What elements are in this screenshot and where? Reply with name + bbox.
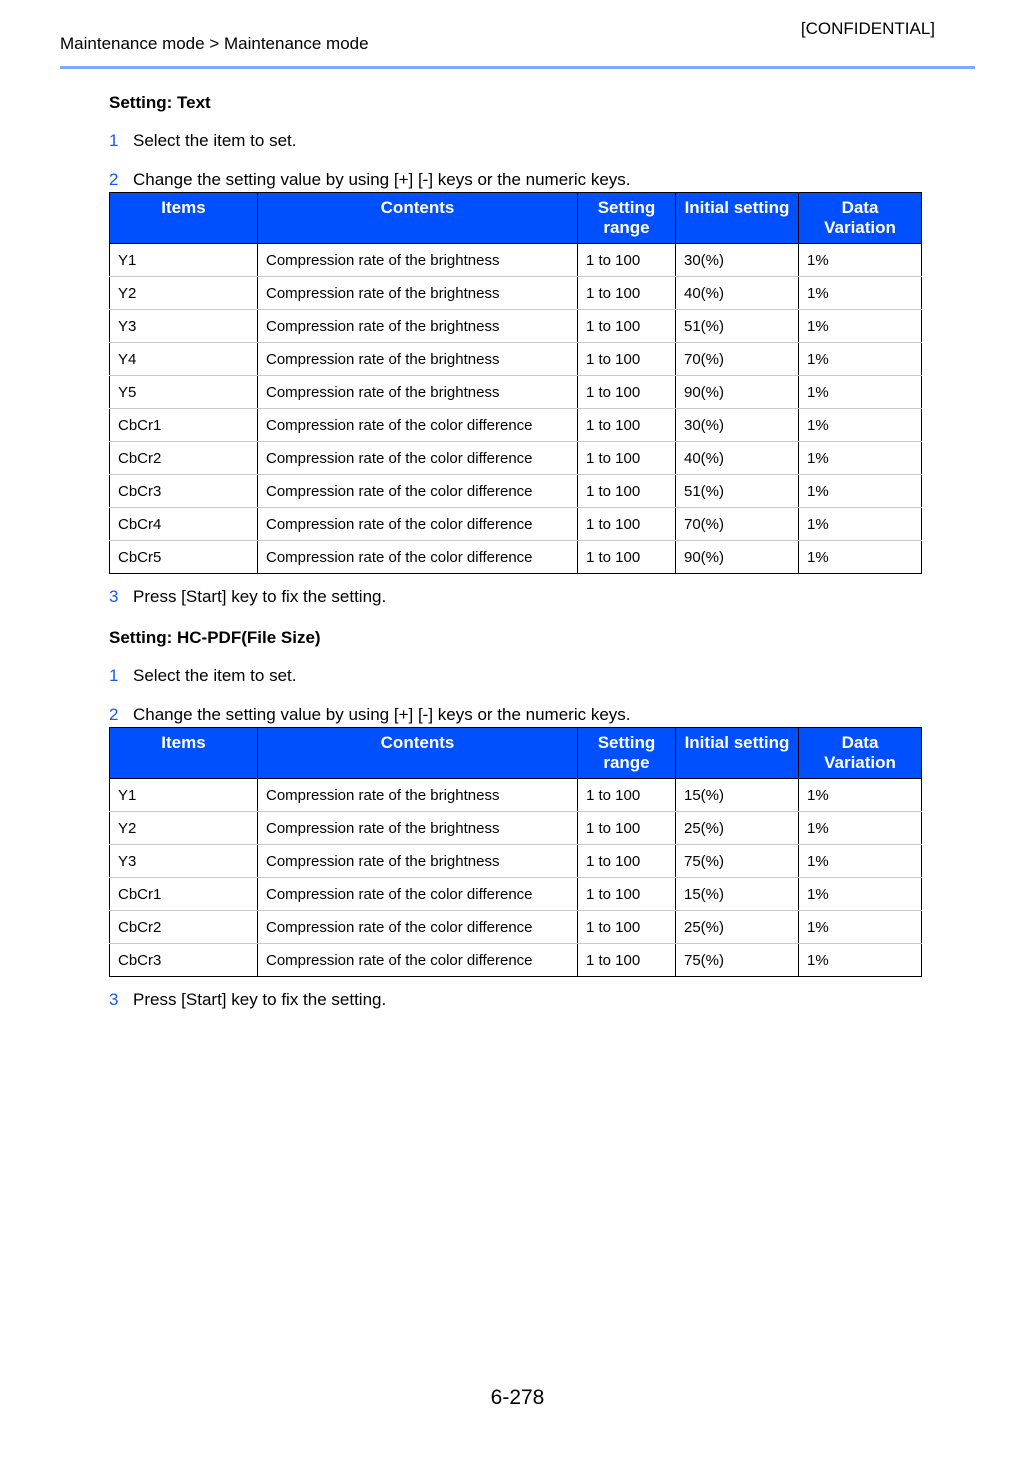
cell-data-variation: 1%	[799, 277, 922, 310]
cell-data-variation: 1%	[799, 541, 922, 574]
column-header-setting-range: Setting range	[578, 193, 676, 244]
table-row	[110, 911, 922, 944]
cell-setting-range: 1 to 100	[578, 878, 676, 911]
cell-data-variation: 1%	[799, 779, 922, 812]
table-row	[110, 475, 922, 508]
column-header-setting-range: Setting range	[578, 728, 676, 779]
section-title: Setting: HC-PDF(File Size)	[109, 628, 321, 647]
table-row	[110, 541, 922, 574]
cell-setting-range: 1 to 100	[578, 376, 676, 409]
header-rule	[60, 66, 975, 69]
step-2	[109, 170, 921, 190]
cell-initial-setting: 51(%)	[676, 475, 799, 508]
cell-item: Y3	[110, 310, 258, 343]
step-3	[109, 587, 921, 607]
step-text: Change the setting value by using [+] [-] keys or the numeric keys.	[133, 705, 631, 724]
cell-initial-setting: 40(%)	[676, 277, 799, 310]
table-row	[110, 343, 922, 376]
table-row	[110, 508, 922, 541]
cell-setting-range: 1 to 100	[578, 812, 676, 845]
confidential-label: [CONFIDENTIAL]	[800, 19, 935, 38]
column-header-items: Items	[110, 193, 258, 244]
cell-item: CbCr3	[110, 944, 258, 977]
table-header-row	[110, 728, 922, 779]
column-header-initial-setting: Initial setting	[676, 728, 799, 779]
table-header-row	[110, 193, 922, 244]
step-number: 3	[109, 990, 119, 1009]
cell-item: Y3	[110, 845, 258, 878]
breadcrumb: Maintenance mode > Maintenance mode	[60, 34, 369, 53]
cell-contents: Compression rate of the color difference	[258, 878, 578, 911]
cell-setting-range: 1 to 100	[578, 343, 676, 376]
cell-data-variation: 1%	[799, 409, 922, 442]
step-text: Change the setting value by using [+] [-] keys or the numeric keys.	[133, 170, 631, 189]
cell-contents: Compression rate of the brightness	[258, 343, 578, 376]
column-header-contents: Contents	[258, 728, 578, 779]
cell-data-variation: 1%	[799, 845, 922, 878]
step-2	[109, 705, 921, 725]
settings-table	[109, 727, 922, 977]
cell-contents: Compression rate of the color difference	[258, 442, 578, 475]
cell-initial-setting: 75(%)	[676, 944, 799, 977]
cell-data-variation: 1%	[799, 244, 922, 277]
table-row	[110, 376, 922, 409]
cell-setting-range: 1 to 100	[578, 409, 676, 442]
cell-initial-setting: 51(%)	[676, 310, 799, 343]
cell-data-variation: 1%	[799, 475, 922, 508]
cell-contents: Compression rate of the brightness	[258, 812, 578, 845]
cell-item: Y1	[110, 779, 258, 812]
cell-setting-range: 1 to 100	[578, 310, 676, 343]
table-row	[110, 277, 922, 310]
cell-item: Y4	[110, 343, 258, 376]
step-text: Press [Start] key to fix the setting.	[133, 990, 387, 1009]
cell-initial-setting: 25(%)	[676, 911, 799, 944]
column-header-data-variation: Data Variation	[799, 193, 922, 244]
cell-item: Y1	[110, 244, 258, 277]
cell-initial-setting: 40(%)	[676, 442, 799, 475]
column-header-initial-setting: Initial setting	[676, 193, 799, 244]
table-row	[110, 878, 922, 911]
table-row	[110, 442, 922, 475]
cell-initial-setting: 75(%)	[676, 845, 799, 878]
cell-initial-setting: 90(%)	[676, 376, 799, 409]
table-body	[110, 244, 922, 574]
cell-data-variation: 1%	[799, 442, 922, 475]
cell-data-variation: 1%	[799, 508, 922, 541]
cell-item: CbCr3	[110, 475, 258, 508]
cell-initial-setting: 25(%)	[676, 812, 799, 845]
cell-setting-range: 1 to 100	[578, 845, 676, 878]
cell-setting-range: 1 to 100	[578, 277, 676, 310]
cell-data-variation: 1%	[799, 343, 922, 376]
cell-setting-range: 1 to 100	[578, 508, 676, 541]
cell-setting-range: 1 to 100	[578, 442, 676, 475]
table-body	[110, 779, 922, 977]
cell-setting-range: 1 to 100	[578, 541, 676, 574]
cell-data-variation: 1%	[799, 878, 922, 911]
step-1	[109, 131, 921, 151]
cell-item: Y5	[110, 376, 258, 409]
column-header-items: Items	[110, 728, 258, 779]
cell-data-variation: 1%	[799, 812, 922, 845]
column-header-data-variation: Data Variation	[799, 728, 922, 779]
section-hc-pdf	[109, 628, 921, 1010]
step-text: Press [Start] key to fix the setting.	[133, 587, 387, 606]
cell-setting-range: 1 to 100	[578, 779, 676, 812]
step-text: Select the item to set.	[133, 131, 297, 150]
cell-contents: Compression rate of the color difference	[258, 409, 578, 442]
cell-initial-setting: 90(%)	[676, 541, 799, 574]
cell-item: CbCr5	[110, 541, 258, 574]
step-number: 1	[109, 666, 119, 685]
cell-item: CbCr1	[110, 878, 258, 911]
cell-initial-setting: 15(%)	[676, 779, 799, 812]
cell-contents: Compression rate of the color difference	[258, 508, 578, 541]
step-number: 2	[109, 705, 119, 724]
settings-table	[109, 192, 922, 574]
cell-initial-setting: 70(%)	[676, 508, 799, 541]
cell-initial-setting: 70(%)	[676, 343, 799, 376]
cell-contents: Compression rate of the color difference	[258, 944, 578, 977]
table-row	[110, 944, 922, 977]
cell-data-variation: 1%	[799, 310, 922, 343]
cell-item: CbCr4	[110, 508, 258, 541]
table-row	[110, 845, 922, 878]
cell-setting-range: 1 to 100	[578, 475, 676, 508]
column-header-contents: Contents	[258, 193, 578, 244]
table-row	[110, 244, 922, 277]
cell-contents: Compression rate of the brightness	[258, 376, 578, 409]
cell-contents: Compression rate of the color difference	[258, 475, 578, 508]
step-number: 3	[109, 587, 119, 606]
cell-contents: Compression rate of the brightness	[258, 845, 578, 878]
table-row	[110, 779, 922, 812]
cell-data-variation: 1%	[799, 944, 922, 977]
table-row	[110, 310, 922, 343]
section-title: Setting: Text	[109, 93, 211, 112]
step-number: 1	[109, 131, 119, 150]
table-row	[110, 812, 922, 845]
cell-item: CbCr2	[110, 911, 258, 944]
cell-contents: Compression rate of the brightness	[258, 277, 578, 310]
cell-item: CbCr2	[110, 442, 258, 475]
cell-item: CbCr1	[110, 409, 258, 442]
cell-data-variation: 1%	[799, 911, 922, 944]
step-3	[109, 990, 921, 1010]
section-text	[109, 93, 921, 607]
cell-contents: Compression rate of the color difference	[258, 911, 578, 944]
cell-contents: Compression rate of the brightness	[258, 779, 578, 812]
cell-item: Y2	[110, 812, 258, 845]
cell-item: Y2	[110, 277, 258, 310]
cell-initial-setting: 30(%)	[676, 244, 799, 277]
cell-setting-range: 1 to 100	[578, 911, 676, 944]
cell-contents: Compression rate of the brightness	[258, 244, 578, 277]
cell-setting-range: 1 to 100	[578, 944, 676, 977]
cell-initial-setting: 30(%)	[676, 409, 799, 442]
cell-data-variation: 1%	[799, 376, 922, 409]
cell-contents: Compression rate of the brightness	[258, 310, 578, 343]
cell-initial-setting: 15(%)	[676, 878, 799, 911]
page-number: 6-278	[490, 1386, 545, 1409]
cell-setting-range: 1 to 100	[578, 244, 676, 277]
step-text: Select the item to set.	[133, 666, 297, 685]
cell-contents: Compression rate of the color difference	[258, 541, 578, 574]
table-row	[110, 409, 922, 442]
step-1	[109, 666, 921, 686]
step-number: 2	[109, 170, 119, 189]
